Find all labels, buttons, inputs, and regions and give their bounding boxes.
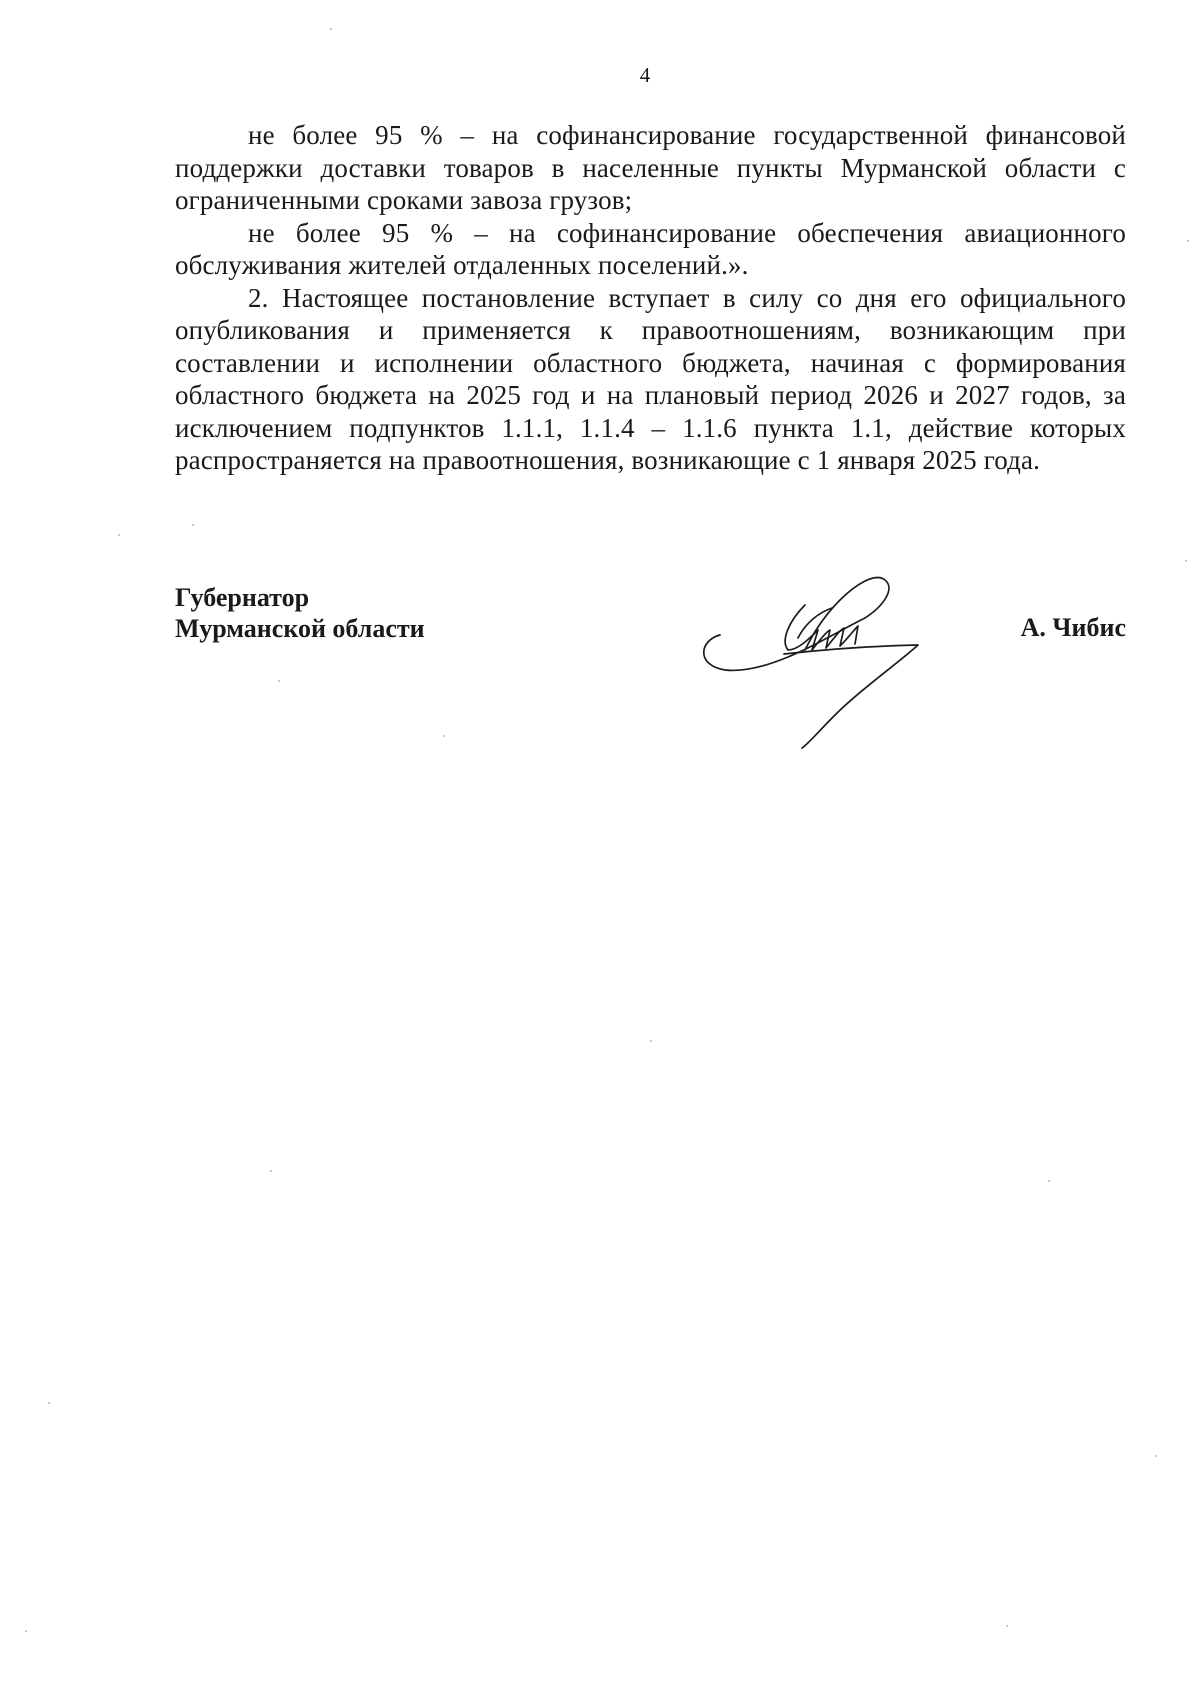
scan-speck: [1155, 1455, 1157, 1457]
signatory-position: [175, 582, 425, 644]
scan-speck: [330, 28, 332, 30]
scan-speck: [192, 524, 194, 526]
scan-speck: [650, 1040, 652, 1042]
scan-speck: [25, 1630, 27, 1632]
scan-speck: [1185, 560, 1187, 562]
signer-name: А. Чибис: [1020, 613, 1126, 642]
scan-speck: [1187, 240, 1189, 242]
scan-speck: [270, 1170, 272, 1172]
scan-speck: [1048, 1180, 1050, 1182]
paragraph: не более 95 % – на софинансирование государственной финансовой поддержки доставки товаров в населенные пункты Мурманской области с ограниченными сроками завоза грузов;: [175, 120, 1126, 215]
scan-speck: [278, 680, 280, 682]
scan-speck: [48, 1402, 50, 1404]
signatory-title: Губернатор: [175, 583, 310, 612]
document-body: [175, 119, 1126, 477]
signatory-region: Мурманской области: [175, 614, 425, 643]
scan-speck: [443, 735, 445, 737]
paragraph: 2. Настоящее постановление вступает в силу со дня его официального опубликования и применяется к правоотношениям, возникающим при составлении и исполнении областного бюджета, начиная с формирования областного бюджета на 2025 год и на плановый период 2026 и 2027 годов, за исключением подпунктов 1.1.1, 1.1.4 – 1.1.6 пункта 1.1, действие которых распространяется на правоотношения, возникающие с 1 января 2025 года.: [175, 282, 1126, 475]
handwritten-signature-icon: [680, 550, 930, 750]
page-number: 4: [639, 63, 651, 87]
scan-speck: [1006, 1625, 1008, 1627]
scan-speck: [118, 534, 120, 536]
paragraph: не более 95 % – на софинансирование обеспечения авиационного обслуживания жителей отдаленных поселений.».: [175, 217, 1126, 280]
